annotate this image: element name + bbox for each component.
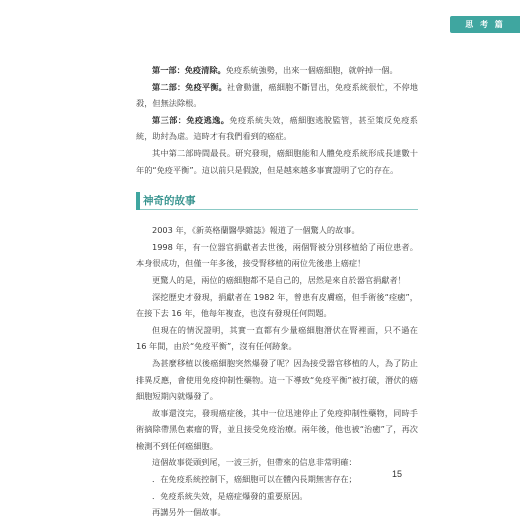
story-paragraph: 2003 年，《新英格蘭醫學雜誌》報道了一個驚人的故事。: [152, 225, 360, 236]
section-heading: [136, 192, 418, 210]
story-paragraph: 為甚麼移植以後癌細胞突然爆發了呢？因為接受器官移植的人，為了防止排異反應，會使用免疫抑制性藥物。這一下導致“免疫平衡”被打破，潛伏的癌細胞短期內就爆發了。: [136, 357, 418, 402]
story-paragraph: 1998 年，有一位器官捐獻者去世後，兩個腎被分別移植給了兩位患者。本身很成功，但僅一年多後，接受腎移植的兩位先後患上癌症！: [136, 241, 418, 269]
phase-2-label: 第二部：免疫平衡。: [152, 81, 227, 92]
story-paragraph: 但現在的情況證明，其實一直都有少量癌細胞潛伏在腎裡面，只不過在 16 年間，由於“免疫平衡”，沒有任何跡象。: [136, 324, 418, 352]
section-heading-label: 神奇的故事: [143, 195, 196, 208]
phase-3: [136, 112, 418, 145]
section-heading-underline: [136, 209, 418, 210]
phase-2: [136, 79, 418, 112]
phase-1-label: 第一部：免疫清除。: [152, 65, 226, 75]
phase-3-label: 第三部：免疫逃逸。: [152, 114, 230, 125]
phase-2-text: 社會動盪，癌細胞不斷冒出，免疫系統很忙，不停地殺，但無法除根。: [136, 81, 418, 109]
story-paragraph: 深挖歷史才發現，捐獻者在 1982 年，曾患有皮膚癌，但手術後“痊癒”，在接下去 16 年，他每年複查，也沒有發現任何問題。: [136, 291, 418, 319]
bullet-item: ．在免疫系統控制下，癌細胞可以在體內長期無害存在；: [152, 474, 357, 485]
story-paragraph: 更驚人的是，兩位的癌細胞都不是自己的，居然是來自於器官捐獻者！: [152, 274, 406, 285]
section-heading-bar: [136, 192, 140, 210]
page-content: [136, 62, 418, 521]
phase-3-text: 免疫系統失效，癌細胞逃脫監管，甚至策反免疫系統，助紂為虐。這時才有我們看到的癌症。: [136, 114, 418, 142]
story-paragraph: 再講另外一個故事。: [152, 507, 226, 518]
story-paragraph: 這個故事從頭到尾，一波三折，但帶來的信息非常明確：: [152, 457, 357, 468]
page-number: 15: [392, 469, 403, 479]
intro-paragraph: 其中第二部時間最長。研究發現，癌細胞能和人體免疫系統形成長達數十年的“免疫平衡”。這以前只是假說，但是越來越多事實證明了它的存在。: [136, 147, 418, 175]
phase-1: [136, 62, 418, 79]
chapter-tab: 思 考 篇: [450, 16, 520, 33]
phase-1-text: 免疫系統強勢，出來一個癌細胞，就幹掉一個。: [225, 65, 398, 75]
bullet-item: ．免疫系統失效，是癌症爆發的重要原因。: [152, 490, 308, 501]
story-paragraph: 故事還沒完，發現癌症後，其中一位迅速停止了免疫抑制性藥物，同時手術摘除帶黑色素瘤的腎，並且接受免疫治療。兩年後，他也被“治癒”了，再次檢測不到任何癌細胞。: [136, 407, 418, 451]
